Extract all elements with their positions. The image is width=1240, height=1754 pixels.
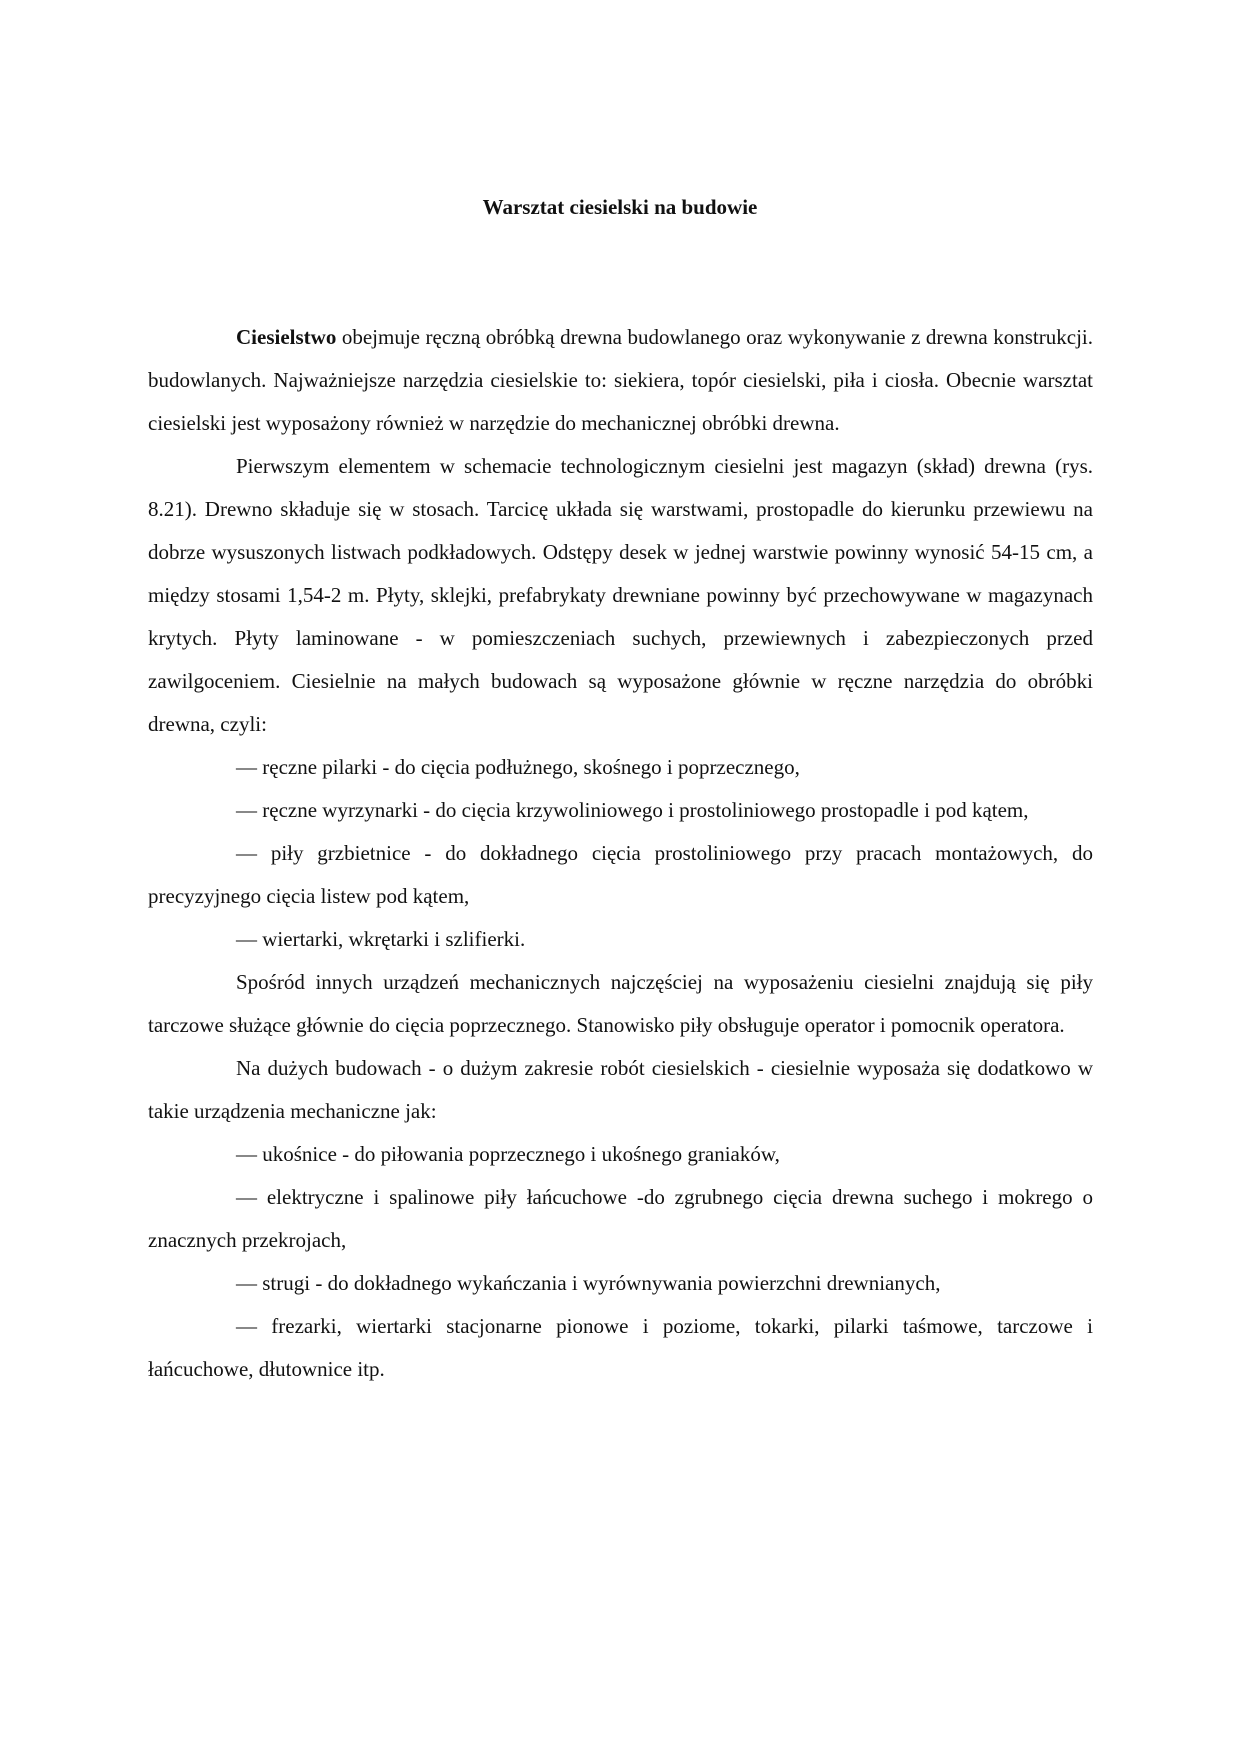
list-item: — wiertarki, wkrętarki i szlifierki. xyxy=(236,927,526,951)
list-item: — piły grzbietnice - do dokładnego cięcia prostoliniowego przy pracach montażowych, do precyzyjnego cięcia listew pod kątem, xyxy=(148,841,1093,908)
list-item: — strugi - do dokładnego wykańczania i wyrównywania powierzchni drewnianych, xyxy=(236,1271,941,1295)
list-item: — elektryczne i spalinowe piły łańcuchowe -do zgrubnego cięcia drewna suchego i mokrego o znacznych przekrojach, xyxy=(148,1185,1093,1252)
list-item: — ręczne pilarki - do cięcia podłużnego, skośnego i poprzecznego, xyxy=(236,755,800,779)
paragraph-lead-term: Ciesielstwo xyxy=(236,325,337,349)
document-title: Warsztat ciesielski na budowie xyxy=(482,195,758,219)
list-item: — frezarki, wiertarki stacjonarne pionowe i poziome, tokarki, pilarki taśmowe, tarczowe i łańcuchowe, dłutownice itp. xyxy=(148,1314,1093,1381)
list-item: — ręczne wyrzynarki - do cięcia krzywoliniowego i prostoliniowego prostopadle i pod kątem, xyxy=(236,798,1029,822)
paragraph xyxy=(148,316,1093,445)
document-body xyxy=(148,316,1093,1391)
list-item: — ukośnice - do piłowania poprzecznego i ukośnego graniaków, xyxy=(236,1142,780,1166)
paragraph: Spośród innych urządzeń mechanicznych najczęściej na wyposażeniu ciesielni znajdują się piły tarczowe służące głównie do cięcia poprzecznego. Stanowisko piły obsługuje operator i pomocnik operatora. xyxy=(148,970,1093,1037)
paragraph: Pierwszym elementem w schemacie technologicznym ciesielni jest magazyn (skład) drewna (rys. 8.21). Drewno składuje się w stosach. Tarcicę układa się warstwami, prostopadle do kierunku przewiewu na dobrze wysuszonych listwach podkładowych. Odstępy desek w jednej warstwie powinny wynosić 54-15 cm, a między stosami 1,54-2 m. Płyty, sklejki, prefabrykaty drewniane powinny być przechowywane w magazynach krytych. Płyty laminowane - w pomieszczeniach suchych, przewiewnych i zabezpieczonych przed zawilgoceniem. Ciesielnie na małych budowach są wyposażone głównie w ręczne narzędzia do obróbki drewna, czyli: xyxy=(148,454,1093,736)
paragraph-text: obejmuje ręczną obróbką drewna budowlanego oraz wykonywanie z drewna konstrukcji. budowlanych. Najważniejsze narzędzia ciesielskie to: siekiera, topór ciesielski, piła i ciosła. Obecnie warsztat ciesielski jest wyposażony również w narzędzie do mechanicznej obróbki drewna. xyxy=(148,325,1093,435)
paragraph: Na dużych budowach - o dużym zakresie robót ciesielskich - ciesielnie wyposaża się dodatkowo w takie urządzenia mechaniczne jak: xyxy=(148,1056,1093,1123)
